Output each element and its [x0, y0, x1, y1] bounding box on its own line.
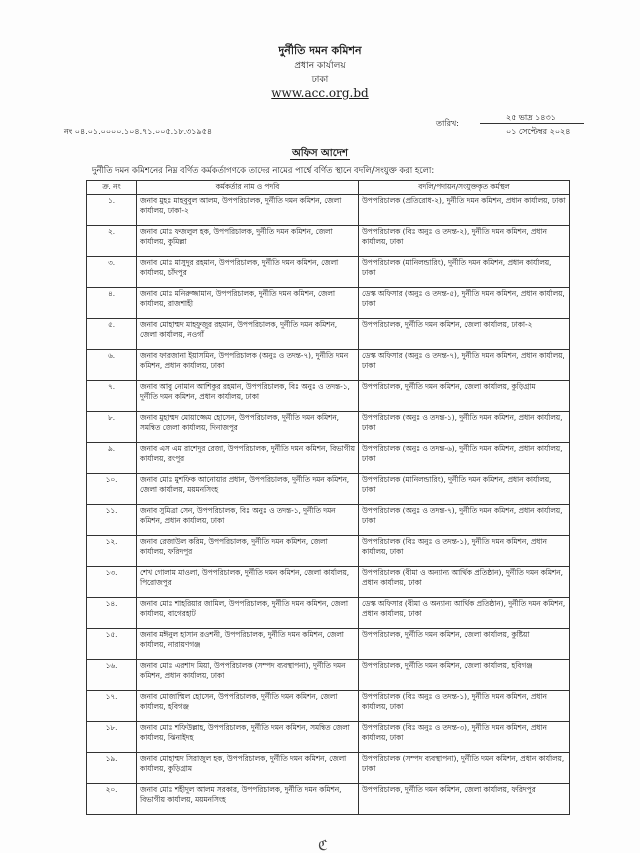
office-name: প্রধান কার্যালয়: [294, 61, 346, 71]
cell-serial: ২.: [87, 225, 137, 256]
table-row: [87, 504, 570, 535]
cell-name: জনাব মোঃ ফজলুল হক, উপপরিচালক, দুর্নীতি দমন কমিশন, জেলা কার্যালয়, কুমিল্লা: [137, 225, 359, 256]
table-row: [87, 287, 570, 318]
cell-posting: উপপরিচালক (প্রতিরোধ-২), দুর্নীতি দমন কমিশন, প্রধান কার্যালয়, ঢাকা: [359, 194, 570, 225]
table-row: [87, 411, 570, 442]
city-name: ঢাকা: [311, 75, 329, 85]
cell-serial: ১৪.: [87, 597, 137, 628]
transfer-table: [86, 180, 570, 815]
cell-name: জনাব মুহাম্মদ মোয়াজ্জেম হোসেন, উপপরিচালক, দুর্নীতি দমন কমিশন, সমন্বিত জেলা কার্যালয়, দিনাজপুর: [137, 411, 359, 442]
date-divider: [480, 123, 584, 124]
cell-posting: ডেস্ক অফিসার (অনুঃ ও তদন্ত-৭), দুর্নীতি দমন কমিশন, প্রধান কার্যালয়, ঢাকা: [359, 349, 570, 380]
table-row: [87, 535, 570, 566]
cell-posting: উপপরিচালক (অনুঃ ও তদন্ত-৭), দুর্নীতি দমন কমিশন, প্রধান কার্যালয়, ঢাকা: [359, 504, 570, 535]
cell-serial: ৪.: [87, 287, 137, 318]
cell-serial: ২০.: [87, 783, 137, 814]
cell-name: জনাব মোঃ শহীদুল আলম সরকার, উপপরিচালক, দুর্নীতি দমন কমিশন, বিভাগীয় কার্যালয়, ময়মনসিংহ: [137, 783, 359, 814]
table-row: [87, 380, 570, 411]
cell-posting: উপপরিচালক, দুর্নীতি দমন কমিশন, জেলা কার্যালয়, ঢাকা-২: [359, 318, 570, 349]
cell-posting: উপপরিচালক (মানিলন্ডারিং), দুর্নীতি দমন কমিশন, প্রধান কার্যালয়, ঢাকা: [359, 256, 570, 287]
col-header-name: কর্মকর্তার নাম ও পদবি: [137, 181, 359, 195]
cell-name: জনাব মুহঃ মাহবুবুল আলম, উপপরিচালক, দুর্নীতি দমন কমিশন, জেলা কার্যালয়, ঢাকা-২: [137, 194, 359, 225]
cell-name: জনাব মোহাম্মদ সিরাজুল হক, উপপরিচালক, দুর্নীতি দমন কমিশন, জেলা কার্যালয়, কুড়িগ্রাম: [137, 752, 359, 783]
table-row: [87, 628, 570, 659]
cell-name: জনাব মোজাম্মিল হোসেন, উপপরিচালক, দুর্নীতি দমন কমিশন, জেলা কার্যালয়, হবিগঞ্জ: [137, 690, 359, 721]
table-row: [87, 566, 570, 597]
cell-serial: ৮.: [87, 411, 137, 442]
cell-serial: ৩.: [87, 256, 137, 287]
table-row: [87, 349, 570, 380]
table-row: [87, 721, 570, 752]
cell-name: জনাব মোহাম্মদ মাহফুজুর রহমান, উপপরিচালক, দুর্নীতি দমন কমিশন, জেলা কার্যালয়, নওগাঁ: [137, 318, 359, 349]
signature-mark: ℭ: [318, 838, 328, 854]
table-header-row: [87, 181, 570, 195]
cell-serial: ৭.: [87, 380, 137, 411]
date-bangla: ২৫ ভাদ্র ১৪৩১: [506, 113, 556, 122]
cell-posting: উপপরিচালক (মানিলন্ডারিং), দুর্নীতি দমন কমিশন, প্রধান কার্যালয়, ঢাকা: [359, 473, 570, 504]
intro-text: দুর্নীতি দমন কমিশনের নিম্ন বর্ণিত কর্মকর্তাগণকে তাদের নামের পার্শ্বে বর্ণিত স্থানে বদলি/সংযুক্ত করা হলো:: [92, 165, 435, 175]
cell-posting: উপপরিচালক (অনুঃ ও তদন্ত-১), দুর্নীতি দমন কমিশন, প্রধান কার্যালয়, ঢাকা: [359, 411, 570, 442]
cell-serial: ১৬.: [87, 659, 137, 690]
cell-posting: উপপরিচালক, দুর্নীতি দমন কমিশন, জেলা কার্যালয়, কুড়িগ্রাম: [359, 380, 570, 411]
table-row: [87, 256, 570, 287]
cell-name: জনাব ফারজানা ইয়াসমিন, উপপরিচালক (অনুঃ ও তদন্ত-৭), দুর্নীতি দমন কমিশন, প্রধান কার্যালয়, ঢাকা: [137, 349, 359, 380]
cell-posting: উপপরিচালক, দুর্নীতি দমন কমিশন, জেলা কার্যালয়, ফরিদপুর: [359, 783, 570, 814]
cell-serial: ৫.: [87, 318, 137, 349]
cell-name: জনাব মোঃ শাহরিয়ার জামিল, উপপরিচালক, দুর্নীতি দমন কমিশন, জেলা কার্যালয়, বাগেরহাট: [137, 597, 359, 628]
table-row: [87, 318, 570, 349]
cell-name: শেখ গোলাম মাওলা, উপপরিচালক, দুর্নীতি দমন কমিশন, জেলা কার্যালয়, পিরোজপুর: [137, 566, 359, 597]
cell-posting: উপপরিচালক (অনুঃ ও তদন্ত-৬), দুর্নীতি দমন কমিশন, প্রধান কার্যালয়, ঢাকা: [359, 442, 570, 473]
col-header-serial: ক্র. নং: [87, 181, 137, 195]
cell-posting: ডেস্ক অফিসার (বীমা ও অন্যান্য আর্থিক প্রতিষ্ঠান), দুর্নীতি দমন কমিশন, প্রধান কার্যালয়, ঢাকা: [359, 597, 570, 628]
cell-serial: ১৫.: [87, 628, 137, 659]
cell-serial: ১২.: [87, 535, 137, 566]
cell-posting: উপপরিচালক (বীমা ও অন্যান্য আর্থিক প্রতিষ্ঠান), দুর্নীতি দমন কমিশন, প্রধান কার্যালয়, ঢাকা: [359, 566, 570, 597]
cell-name: জনাব মোঃ এরশাদ মিয়া, উপপরিচালক (সম্পদ ব্যবস্থাপনা), দুর্নীতি দমন কমিশন, প্রধান কার্যালয়, ঢাকা: [137, 659, 359, 690]
table-row: [87, 473, 570, 504]
cell-serial: ৬.: [87, 349, 137, 380]
cell-posting: উপপরিচালক (বিঃ অনুঃ ও তদন্ত-১), দুর্নীতি দমন কমিশন, প্রধান কার্যালয়, ঢাকা: [359, 535, 570, 566]
table-row: [87, 690, 570, 721]
cell-posting: ডেস্ক অফিসার (অনুঃ ও তদন্ত-৫), দুর্নীতি দমন কমিশন, প্রধান কার্যালয়, ঢাকা: [359, 287, 570, 318]
cell-posting: উপপরিচালক (বিঃ অনুঃ ও তদন্ত-১), দুর্নীতি দমন কমিশন, প্রধান কার্যালয়, ঢাকা: [359, 690, 570, 721]
date-label: তারিখ:: [436, 119, 459, 128]
cell-posting: উপপরিচালক (বিঃ অনুঃ ও তদন্ত-৩), দুর্নীতি দমন কমিশন, প্রধান কার্যালয়, ঢাকা: [359, 721, 570, 752]
table-row: [87, 442, 570, 473]
col-header-posting: বদলি/পদায়ন/সংযুক্তকৃত কর্মস্থল: [359, 181, 570, 195]
cell-name: জনাব মোঃ মুশফিক আনোয়ার প্রধান, উপপরিচালক, দুর্নীতি দমন কমিশন, জেলা কার্যালয়, ময়মনসিংহ: [137, 473, 359, 504]
cell-serial: ১১.: [87, 504, 137, 535]
cell-posting: উপপরিচালক, দুর্নীতি দমন কমিশন, জেলা কার্যালয়, হবিগঞ্জ: [359, 659, 570, 690]
cell-name: জনাব মোঃ শফিউল্লাহ, উপপরিচালক, দুর্নীতি দমন কমিশন, সমন্বিত জেলা কার্যালয়, ঝিনাইদহ: [137, 721, 359, 752]
table-row: [87, 194, 570, 225]
cell-name: জনাব মঈনুল হাসান রওশনী, উপপরিচালক, দুর্নীতি দমন কমিশন, জেলা কার্যালয়, নারায়ণগঞ্জ: [137, 628, 359, 659]
website-link[interactable]: www.acc.org.bd: [271, 86, 369, 100]
cell-name: জনাব রেজাউল করিম, উপপরিচালক, দুর্নীতি দমন কমিশন, জেলা কার্যালয়, ফরিদপুর: [137, 535, 359, 566]
table-row: [87, 225, 570, 256]
table-row: [87, 783, 570, 814]
cell-serial: ১৯.: [87, 752, 137, 783]
cell-serial: ১৭.: [87, 690, 137, 721]
memo-number: নং ০৪.০১.০০০০.১০৪.৭১.০০৫.১৮.৩১৯৫৪: [64, 127, 213, 136]
cell-serial: ১৮.: [87, 721, 137, 752]
date-gregorian: ০১ সেপ্টেম্বর ২০২৪: [506, 127, 571, 136]
cell-serial: ৯.: [87, 442, 137, 473]
cell-name: জনাব মোঃ মনিরুজ্জামান, উপপরিচালক, দুর্নীতি দমন কমিশন, জেলা কার্যালয়, রাজশাহী: [137, 287, 359, 318]
order-title: [0, 146, 640, 163]
table-row: [87, 659, 570, 690]
cell-name: জনাব এস এম রাশেদুর রেজা, উপপরিচালক, দুর্নীতি দমন কমিশন, বিভাগীয় কার্যালয়, রংপুর: [137, 442, 359, 473]
cell-posting: উপপরিচালক (সম্পদ ব্যবস্থাপনা), দুর্নীতি দমন কমিশন, প্রধান কার্যালয়, ঢাকা: [359, 752, 570, 783]
cell-posting: উপপরিচালক (বিঃ অনুঃ ও তদন্ত-২), দুর্নীতি দমন কমিশন, প্রধান কার্যালয়, ঢাকা: [359, 225, 570, 256]
cell-name: জনাব সুমিত্রা সেন, উপপরিচালক, বিঃ অনুঃ ও তদন্ত-১, দুর্নীতি দমন কমিশন, প্রধান কার্যালয়, ঢাকা: [137, 504, 359, 535]
cell-posting: উপপরিচালক, দুর্নীতি দমন কমিশন, জেলা কার্যালয়, কুষ্টিয়া: [359, 628, 570, 659]
cell-name: জনাব মোঃ মাসুদুর রহমান, উপপরিচালক, দুর্নীতি দমন কমিশন, জেলা কার্যালয়, চাঁদপুর: [137, 256, 359, 287]
cell-serial: ১.: [87, 194, 137, 225]
cell-serial: ১৩.: [87, 566, 137, 597]
cell-name: জনাব আবু নোমান আশিকুর রহমান, উপপরিচালক, বিঃ অনুঃ ও তদন্ত-১, দুর্নীতি দমন কমিশন, প্রধান কার্যালয়, ঢাকা: [137, 380, 359, 411]
table-row: [87, 597, 570, 628]
order-title-text: অফিস আদেশ: [292, 148, 348, 159]
organization-name: দুর্নীতি দমন কমিশন: [278, 44, 362, 57]
cell-serial: ১০.: [87, 473, 137, 504]
table-row: [87, 752, 570, 783]
